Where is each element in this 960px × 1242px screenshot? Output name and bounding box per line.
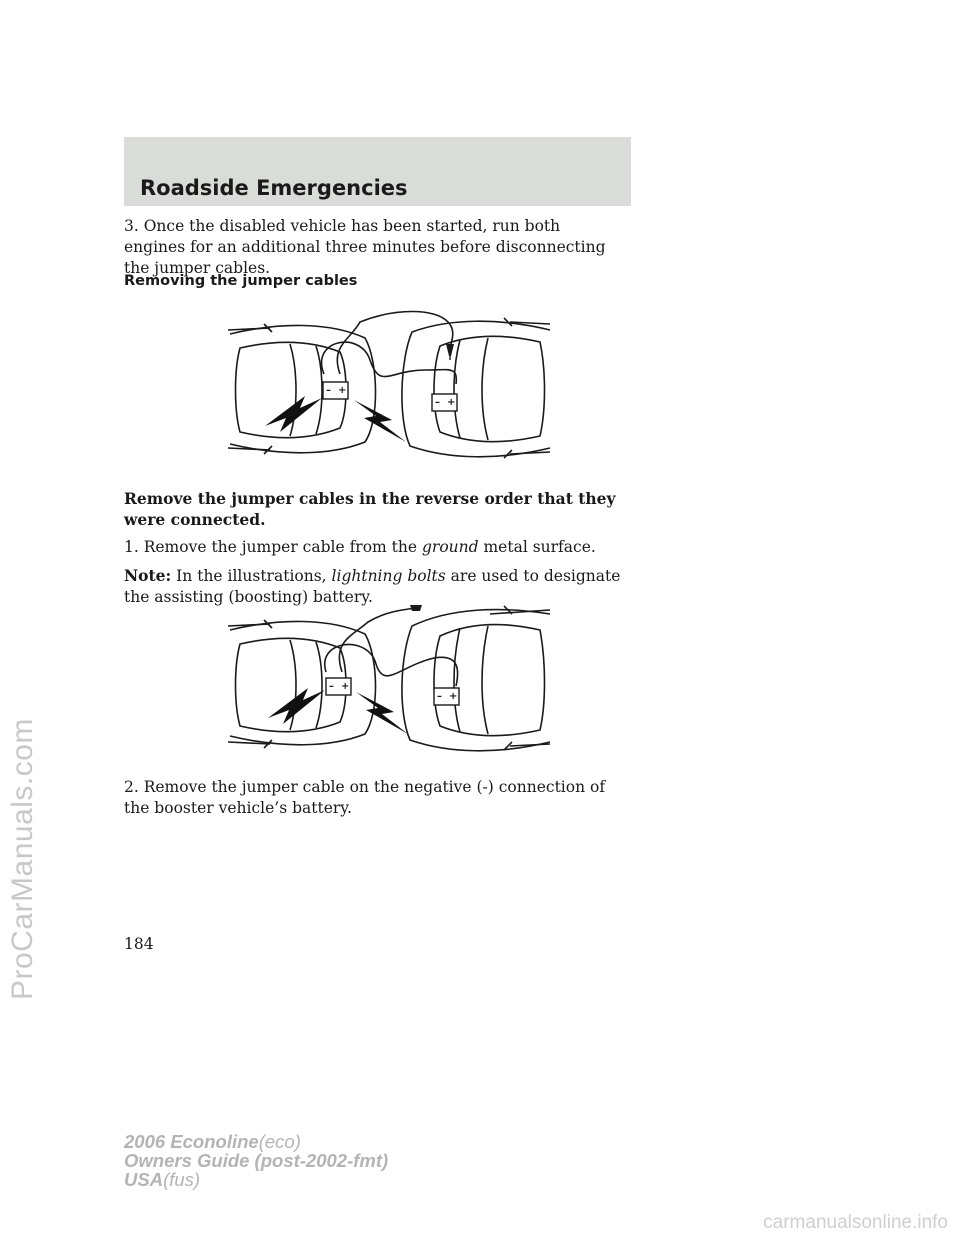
svg-text:+: + — [341, 681, 350, 692]
step-1-text: 1. Remove the jumper cable from the ground metal surface. — [124, 538, 596, 556]
booster-battery-icon — [432, 394, 457, 411]
step-2-text: 2. Remove the jumper cable on the negative (-) connection of the booster vehicle’s battery. — [124, 778, 606, 817]
booster-battery-icon — [434, 688, 459, 705]
illustration-1 — [220, 300, 560, 475]
svg-text:–: – — [437, 691, 442, 702]
disabled-vehicle — [228, 620, 376, 748]
subheading-removing-cables: Removing the jumper cables — [124, 273, 358, 289]
svg-text:–: – — [326, 385, 331, 396]
side-watermark: ProCarManuals.com — [6, 718, 39, 1000]
booster-vehicle — [402, 318, 550, 458]
disabled-battery-icon — [326, 678, 351, 695]
lightning-bolt-icon — [354, 400, 406, 442]
svg-text:+: + — [338, 385, 347, 396]
booster-vehicle — [402, 606, 550, 751]
illustration-2 — [220, 600, 560, 760]
lightning-bolt-icon — [265, 396, 322, 432]
svg-text:–: – — [435, 397, 440, 408]
svg-text:+: + — [447, 397, 456, 408]
bottom-watermark: carmanualsonline.info — [763, 1212, 948, 1233]
ground-clamp-icon — [446, 344, 454, 360]
note-text: Note: In the illustrations, lightning bolts are used to designate the assisting (boosting) battery. — [124, 566, 621, 606]
disabled-battery-icon — [323, 382, 348, 399]
ground-clamp-icon — [410, 605, 422, 611]
svg-text:–: – — [329, 681, 334, 692]
document-footer: 2006 Econoline(eco) Owners Guide (post-2002-fmt) USA(fus) — [124, 1131, 389, 1190]
reverse-order-instruction: Remove the jumper cables in the reverse order that they were connected. — [124, 489, 616, 529]
lightning-bolt-icon — [356, 692, 408, 734]
svg-text:+: + — [449, 691, 458, 702]
page-number: 184 — [124, 935, 154, 953]
jumper-cable-negative — [339, 608, 416, 672]
section-title: Roadside Emergencies — [140, 176, 408, 200]
step-3-text: 3. Once the disabled vehicle has been started, run both engines for an additional three minutes before disconnecting the jumper cables. — [124, 217, 606, 277]
note-label: Note: — [124, 566, 172, 585]
